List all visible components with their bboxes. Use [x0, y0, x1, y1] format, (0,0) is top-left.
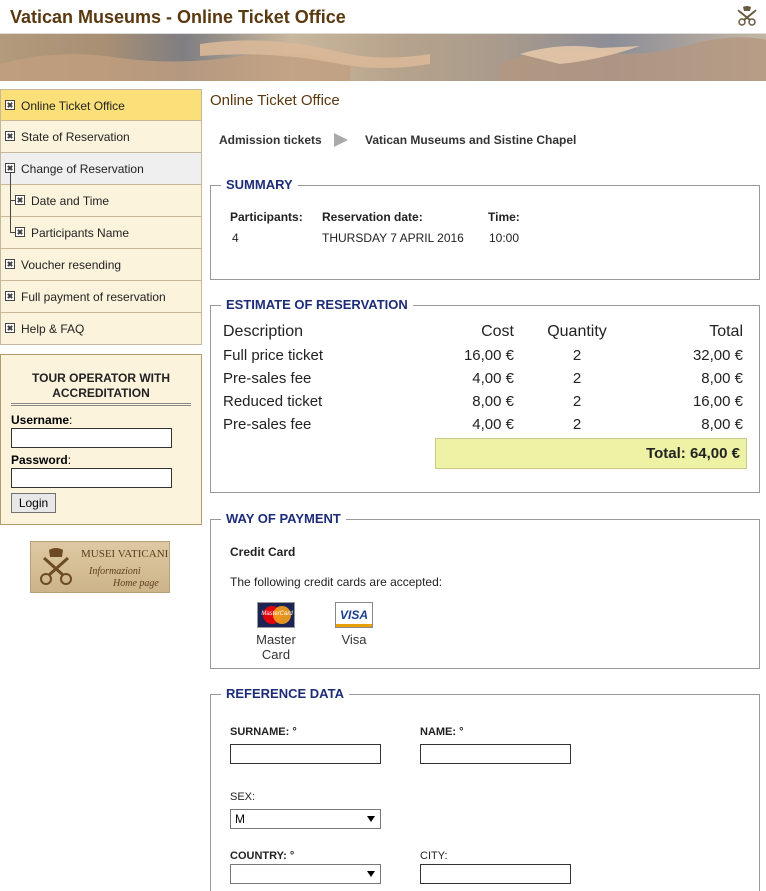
row-quantity-text: 2 — [572, 370, 582, 387]
username-label: Username: — [11, 413, 73, 427]
row-quantity-text: 2 — [572, 347, 582, 364]
row-quantity-text: 2 — [572, 393, 582, 410]
musei-vaticani-home-link[interactable] — [30, 541, 170, 593]
sex-select-value: M — [235, 812, 245, 826]
col-quantity-header-text: Quantity — [547, 323, 607, 340]
tour-operator-login-box — [0, 354, 202, 525]
city-input[interactable] — [420, 864, 571, 884]
row-cost: 4,00 € — [472, 370, 514, 387]
tour-operator-title: TOUR OPERATOR WITH ACCREDITATION — [32, 371, 170, 400]
tree-connector — [10, 185, 11, 217]
card-name-line2: Card — [261, 647, 291, 662]
password-input[interactable] — [11, 468, 172, 488]
tree-connector — [10, 173, 11, 185]
payment-method: Credit Card — [230, 545, 296, 559]
password-label: Password: — [11, 453, 72, 467]
row-cost: 4,00 € — [472, 416, 514, 433]
row-description: Pre-sales fee — [223, 416, 312, 433]
grand-total: Total: 64,00 € — [646, 445, 740, 462]
password-label-text: Password — [11, 453, 68, 467]
sidebar-item-state-of-reservation[interactable] — [0, 121, 202, 153]
divider — [11, 403, 191, 406]
card-visa — [324, 602, 384, 647]
sidebar-item-label: Change of Reservation — [21, 162, 144, 176]
country-label: COUNTRY: ° — [230, 850, 295, 862]
sidebar-item-date-and-time[interactable] — [0, 185, 202, 217]
row-total: 8,00 € — [701, 416, 743, 433]
time-label: Time: — [488, 210, 520, 224]
username-input[interactable] — [11, 428, 172, 448]
summary-legend: SUMMARY — [221, 177, 298, 192]
row-cost: 16,00 € — [463, 347, 514, 364]
surname-input[interactable] — [230, 744, 381, 764]
summary-fieldset — [210, 177, 760, 280]
city-label: CITY: — [420, 850, 448, 862]
musei-logo-title: MUSEI VATICANI — [81, 548, 169, 560]
country-select[interactable] — [230, 864, 381, 884]
musei-logo-line2: Home page — [113, 578, 159, 589]
sex-label: SEX: — [230, 791, 256, 803]
sidebar-item-label: Help & FAQ — [21, 322, 85, 336]
row-description: Full price ticket — [223, 347, 324, 364]
estimate-fieldset — [210, 297, 760, 493]
sidebar-item-label: Participants Name — [31, 226, 130, 240]
musei-logo-line1: Informazioni — [89, 566, 141, 577]
row-description: Pre-sales fee — [223, 370, 312, 387]
estimate-legend: ESTIMATE OF RESERVATION — [221, 297, 413, 312]
col-description-header: Description — [223, 323, 304, 340]
col-total-header: Total — [709, 323, 743, 340]
site-title: Vatican Museums - Online Ticket Office — [10, 7, 346, 27]
card-name-line1: Visa — [341, 632, 367, 647]
sidebar-item-label: State of Reservation — [21, 130, 130, 144]
page-title: Online Ticket Office — [210, 92, 340, 109]
sidebar-item-change-of-reservation[interactable] — [0, 153, 202, 185]
table-row — [211, 370, 759, 393]
mastercard-logo-icon — [257, 602, 295, 628]
row-quantity-text: 2 — [572, 416, 582, 433]
sidebar-item-label: Voucher resending — [21, 258, 122, 272]
checkbox-icon — [5, 163, 15, 173]
papal-crest-icon — [734, 5, 760, 31]
checkbox-icon — [5, 323, 15, 333]
reference-legend: REFERENCE DATA — [221, 686, 349, 701]
sidebar-item-participants-name[interactable] — [0, 217, 202, 249]
card-name-line1: Master — [256, 632, 296, 647]
username-label-text: Username — [11, 413, 70, 427]
reference-data-fieldset — [210, 686, 760, 891]
row-total: 8,00 € — [701, 370, 743, 387]
sidebar-item-label: Date and Time — [31, 194, 110, 208]
surname-label: SURNAME: ° — [230, 726, 297, 738]
checkbox-icon — [5, 100, 15, 110]
reservation-date-label: Reservation date: — [322, 210, 423, 224]
table-row — [211, 416, 759, 439]
creation-of-adam-fresco — [0, 34, 766, 81]
chevron-down-icon — [367, 871, 375, 877]
time-value: 10:00 — [489, 231, 520, 245]
payment-fieldset — [210, 511, 760, 669]
visa-logo-text: VISA — [339, 608, 368, 622]
sidebar-item-label: Full payment of reservation — [21, 290, 166, 304]
header — [0, 0, 766, 34]
breadcrumb-arrow-icon — [334, 133, 348, 147]
table-row — [211, 347, 759, 370]
payment-legend: WAY OF PAYMENT — [221, 511, 346, 526]
grand-total-box — [435, 438, 747, 469]
row-description: Reduced ticket — [223, 393, 323, 410]
reservation-date-value: THURSDAY 7 APRIL 2016 — [322, 231, 464, 245]
sex-select[interactable] — [230, 809, 381, 829]
breadcrumb-current-step: Vatican Museums and Sistine Chapel — [365, 133, 577, 147]
sidebar-nav — [0, 89, 202, 345]
crossed-keys-icon — [35, 546, 77, 590]
sidebar-item-voucher-resending[interactable] — [0, 249, 202, 281]
name-input[interactable] — [420, 744, 571, 764]
checkbox-icon — [5, 291, 15, 301]
tree-connector — [10, 217, 11, 233]
name-label: NAME: ° — [420, 726, 464, 738]
header-banner-image — [0, 34, 766, 81]
chevron-down-icon — [367, 816, 375, 822]
sidebar-item-full-payment[interactable] — [0, 281, 202, 313]
checkbox-icon — [15, 227, 25, 237]
table-row — [211, 393, 759, 416]
login-button[interactable]: Login — [11, 493, 56, 513]
visa-logo-icon — [335, 602, 373, 628]
checkbox-icon — [15, 195, 25, 205]
row-total: 32,00 € — [692, 347, 743, 364]
sidebar-item-online-ticket-office[interactable] — [0, 89, 202, 121]
checkbox-icon — [5, 131, 15, 141]
sidebar-item-label: Online Ticket Office — [21, 99, 125, 113]
checkbox-icon — [5, 259, 15, 269]
row-cost: 8,00 € — [472, 393, 514, 410]
estimate-header-row — [211, 323, 759, 346]
row-total: 16,00 € — [692, 393, 743, 410]
mastercard-logo-text: MasterCard — [261, 611, 293, 617]
accepted-cards-note: The following credit cards are accepted: — [230, 575, 443, 589]
breadcrumb-admission-tickets[interactable]: Admission tickets — [219, 133, 322, 147]
participants-label: Participants: — [230, 210, 303, 224]
participants-value: 4 — [232, 231, 239, 245]
card-mastercard — [246, 602, 306, 662]
col-cost-header: Cost — [481, 323, 514, 340]
sidebar-item-help-faq[interactable] — [0, 313, 202, 345]
